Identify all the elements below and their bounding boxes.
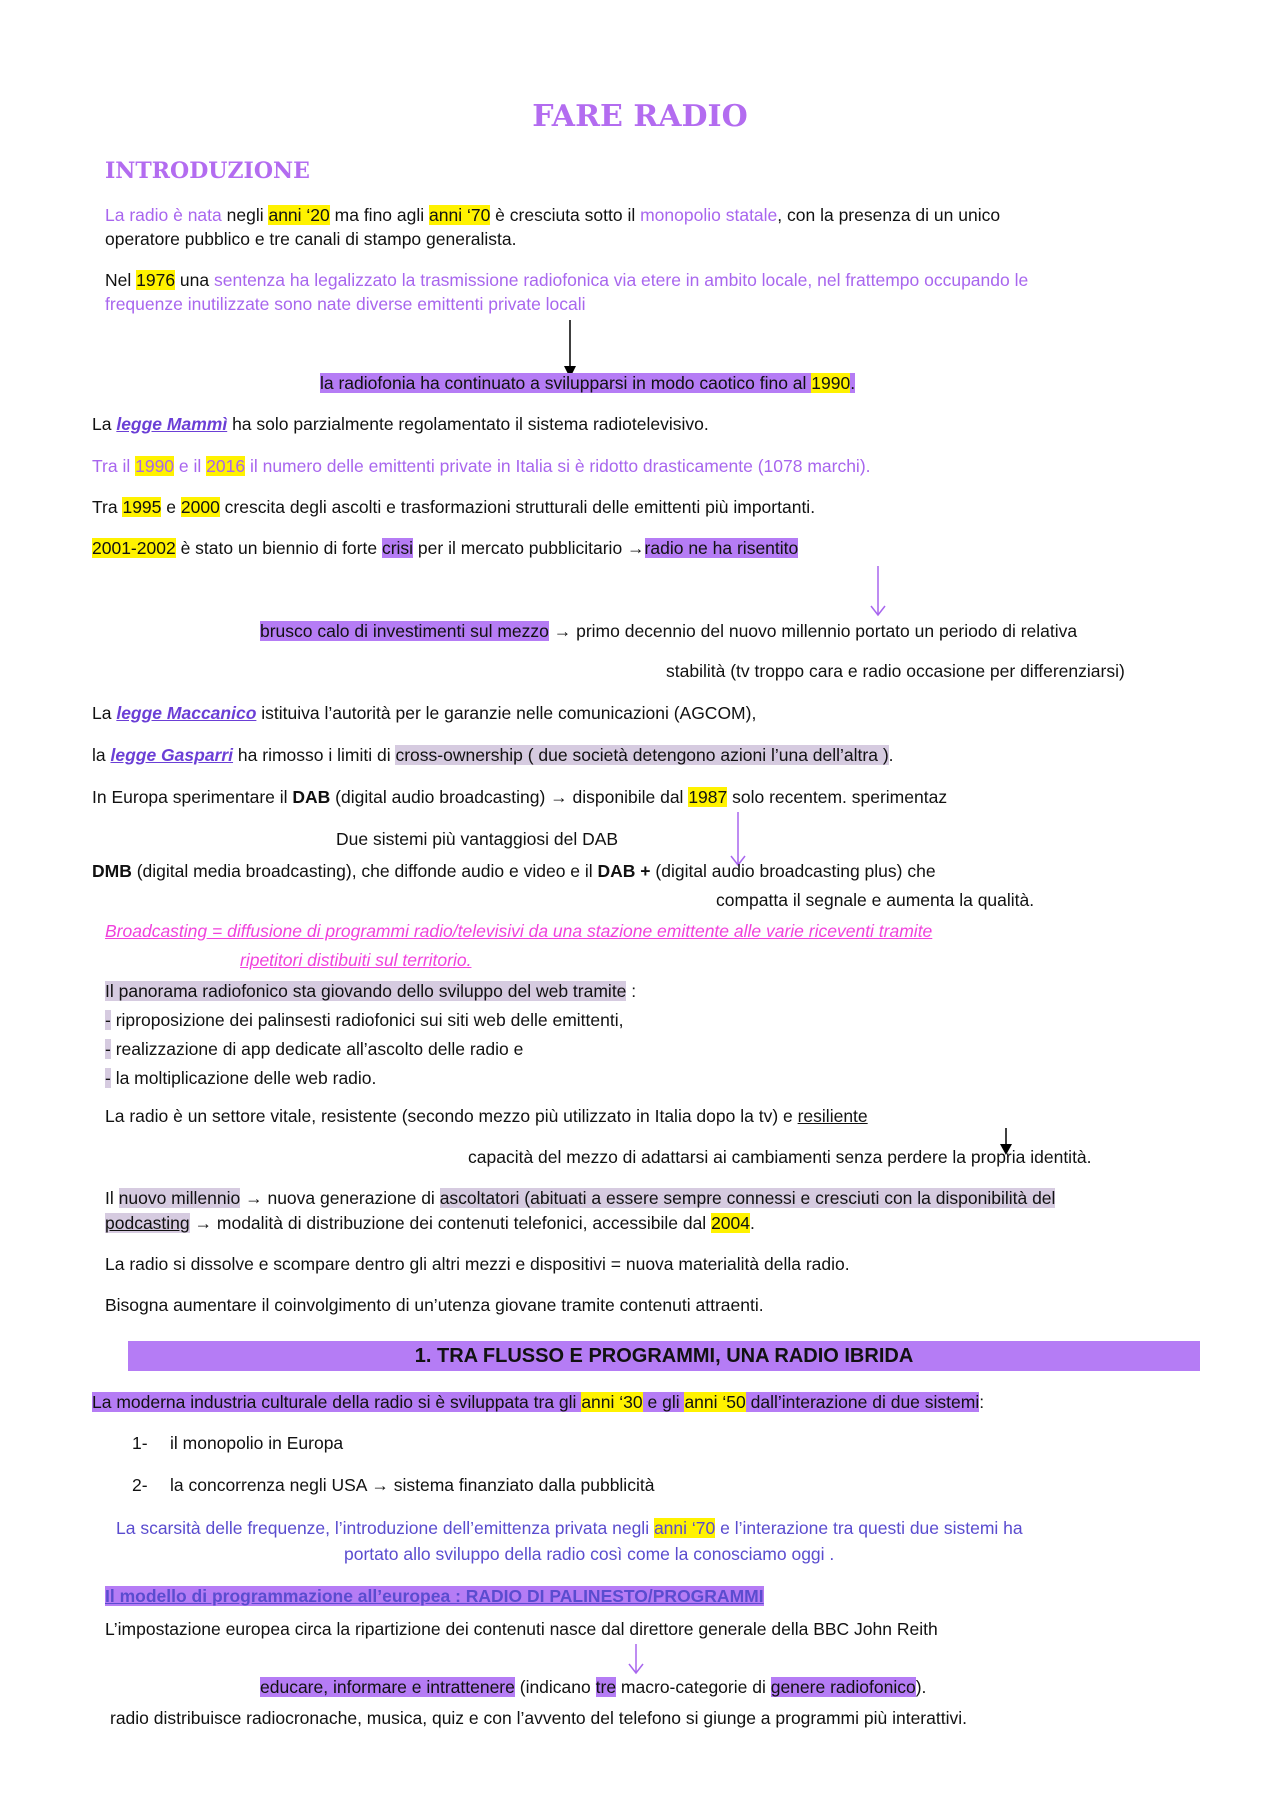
- list-item-text: la moltiplicazione delle web radio.: [115, 1068, 377, 1088]
- page-title: FARE RADIO: [532, 99, 748, 134]
- highlight-year: anni ‘20: [268, 205, 330, 225]
- highlight-purple: Il modello di programmazione all’europea : RADIO DI PALINESTO/PROGRAMMI: [105, 1586, 764, 1606]
- paragraph-legge-gasparri: [92, 744, 894, 766]
- text-span: ha rimosso i limiti di: [233, 745, 396, 765]
- down-arrow-icon: [870, 566, 886, 618]
- text-span: è cresciuta sotto il: [490, 205, 641, 225]
- text-span: la: [92, 745, 111, 765]
- list-item: [105, 1009, 623, 1031]
- text-span: per il mercato pubblicitario →: [413, 538, 645, 558]
- paragraph-industria-culturale: [92, 1391, 984, 1413]
- highlight-year: 2004: [711, 1213, 750, 1233]
- list-item: [132, 1474, 654, 1496]
- text-span: DAB +: [597, 861, 651, 881]
- highlight-year: 1990: [811, 373, 851, 393]
- text-span: Nel: [105, 270, 137, 290]
- text-span: → primo decennio del nuovo millennio portato un periodo di relativa: [548, 621, 1078, 641]
- paragraph-coinvolgimento: Bisogna aumentare il coinvolgimento di un’utenza giovane tramite contenuti attraenti.: [105, 1295, 764, 1315]
- highlight-year: anni ‘50: [684, 1392, 746, 1412]
- bullet-mark: -: [105, 1068, 111, 1088]
- highlight-grey: Il panorama radiofonico sta giovando dello sviluppo del web tramite: [105, 981, 627, 1001]
- text-span: è stato un biennio di forte: [175, 538, 382, 558]
- highlight-purple: dall’interazione di due sistemi: [745, 1392, 980, 1412]
- text-span: ).: [915, 1677, 927, 1697]
- list-number: 2-: [132, 1475, 148, 1495]
- text-span: (indicano: [514, 1677, 596, 1697]
- paragraph-dab: [92, 786, 947, 808]
- highlight-grey: cross-ownership ( due società detengono azioni l’una dell’altra ): [395, 745, 889, 765]
- list-item-text: riproposizione dei palinsesti radiofonici sui siti web delle emittenti,: [115, 1010, 624, 1030]
- paragraph-origins: [105, 204, 1000, 226]
- paragraph-dmb-line2: compatta il segnale e aumenta la qualità.: [716, 890, 1035, 910]
- text-span: una: [175, 270, 214, 290]
- paragraph-resiliente-line2: capacità del mezzo di adattarsi ai cambiamenti senza perdere la propria identità.: [468, 1147, 1092, 1167]
- paragraph-1990-2016: [92, 455, 871, 477]
- paragraph-educare: [260, 1676, 926, 1698]
- list-item-text: la concorrenza negli USA → sistema finanziato dalla pubblicità: [170, 1475, 655, 1495]
- paragraph-crisi: [92, 537, 798, 559]
- paragraph-nuovo-millennio: [105, 1187, 1055, 1209]
- highlight-purple: La moderna industria culturale della radio si è sviluppata tra gli: [92, 1392, 582, 1412]
- list-item-text: realizzazione di app dedicate all’ascolto delle radio e: [115, 1039, 524, 1059]
- intro-heading: INTRODUZIONE: [105, 158, 310, 184]
- paragraph-scarsita-line2: portato allo sviluppo della radio così come la conosciamo oggi .: [344, 1544, 835, 1564]
- text-span: , con la presenza di un unico: [777, 205, 1001, 225]
- highlight-year: 1987: [688, 787, 728, 807]
- highlight-purple: educare, informare e intrattenere: [260, 1677, 515, 1697]
- paragraph-due-sistemi: Due sistemi più vantaggiosi del DAB: [336, 829, 619, 849]
- highlight-year: 1990: [135, 456, 175, 476]
- paragraph-caotico: [320, 372, 855, 394]
- highlight-year: anni ‘70: [429, 205, 491, 225]
- highlight-year: anni ‘70: [653, 1518, 716, 1538]
- text-span: La: [92, 414, 117, 434]
- list-item: [132, 1432, 343, 1454]
- paragraph-panorama-web: [105, 980, 636, 1002]
- highlight-grey: podcasting: [105, 1213, 190, 1233]
- definition-broadcasting-line2: ripetitori distibuiti sul territorio.: [240, 950, 472, 970]
- paragraph-scarsita: [116, 1517, 1023, 1539]
- text-span: In Europa sperimentare il: [92, 787, 293, 807]
- list-item: [105, 1067, 376, 1089]
- paragraph-impostazione-europea: L’impostazione europea circa la ripartizione dei contenuti nasce dal direttore generale della BBC John Reith: [105, 1619, 938, 1639]
- text-span: e: [161, 497, 181, 517]
- text-span: crescita degli ascolti e trasformazioni strutturali delle emittenti più importanti.: [219, 497, 816, 517]
- list-number: 1-: [132, 1433, 148, 1453]
- text-span: .: [888, 745, 894, 765]
- list-item: [105, 1038, 523, 1060]
- highlight-year: 2001-2002: [92, 538, 176, 558]
- subheading-modello-europeo: [105, 1585, 764, 1607]
- highlight-grey: ascoltatori (abituati a essere sempre connessi e cresciuti con la disponibilità del: [439, 1188, 1056, 1208]
- text-span: ma fino agli: [329, 205, 429, 225]
- text-span: DAB: [292, 787, 331, 807]
- text-span: DMB: [92, 861, 132, 881]
- highlight-year: 1995: [122, 497, 162, 517]
- paragraph-1976: [105, 269, 1028, 291]
- text-span: Tra: [92, 497, 123, 517]
- text-span: La radio è nata: [105, 205, 222, 225]
- text-span: → modalità di distribuzione dei contenuti telefonici, accessibile dal: [189, 1213, 712, 1233]
- highlight-purple: tre: [595, 1677, 617, 1697]
- text-span: resiliente: [797, 1106, 868, 1126]
- bullet-mark: -: [105, 1039, 111, 1059]
- paragraph-brusco-calo: [260, 620, 1077, 642]
- highlight-year: anni ‘30: [581, 1392, 643, 1412]
- highlight-purple: brusco calo di investimenti sul mezzo: [260, 621, 549, 641]
- bullet-mark: -: [105, 1010, 111, 1030]
- paragraph-brusco-calo-line2: stabilità (tv troppo cara e radio occasione per differenziarsi): [666, 661, 1125, 681]
- highlight-purple: crisi: [381, 538, 414, 558]
- text-span: Tra il: [92, 456, 136, 476]
- highlight-year: 2016: [206, 456, 246, 476]
- text-span: negli: [221, 205, 269, 225]
- paragraph-nuovo-millennio-line2: [105, 1212, 755, 1234]
- definition-broadcasting: Broadcasting = diffusione di programmi radio/televisivi da una stazione emittente alle varie riceventi tramite: [105, 921, 933, 941]
- text-span: (digital audio broadcasting) → disponibile dal: [330, 787, 689, 807]
- highlight-grey: nuovo millennio: [118, 1188, 241, 1208]
- section-heading: 1. TRA FLUSSO E PROGRAMMI, UNA RADIO IBRIDA: [414, 1345, 914, 1367]
- text-span: (digital audio broadcasting plus) che: [650, 861, 936, 881]
- text-span: istituiva l’autorità per le garanzie nelle comunicazioni (AGCOM),: [256, 703, 757, 723]
- text-span: La: [92, 703, 117, 723]
- paragraph-dissolve: La radio si dissolve e scompare dentro gli altri mezzi e dispositivi = nuova materialità della radio.: [105, 1254, 850, 1274]
- text-span: :: [626, 981, 637, 1001]
- highlight-purple: .: [850, 373, 856, 393]
- law-link: legge Mammì: [116, 414, 228, 434]
- down-arrow-icon: [628, 1644, 644, 1676]
- highlight-purple: radio ne ha risentito: [644, 538, 799, 558]
- text-span: .: [750, 1213, 755, 1233]
- paragraph-resiliente: [105, 1105, 868, 1127]
- text-span: :: [979, 1392, 985, 1412]
- text-span: solo recentem. sperimentaz: [727, 787, 948, 807]
- highlight-purple: la radiofonia ha continuato a svilupparsi in modo caotico fino al: [320, 373, 812, 393]
- text-span: ha solo parzialmente regolamentato il sistema radiotelevisivo.: [227, 414, 709, 434]
- highlight-purple: genere radiofonico: [770, 1677, 916, 1697]
- highlight-purple: e gli: [642, 1392, 685, 1412]
- text-span: sentenza ha legalizzato la trasmissione radiofonica via etere in ambito locale, nel frattempo occupando le: [214, 270, 1029, 290]
- paragraph-radiocronache: radio distribuisce radiocronache, musica, quiz e con l’avvento del telefono si giunge a programmi più interattivi.: [110, 1708, 967, 1728]
- text-span: monopolio statale: [640, 205, 778, 225]
- text-span: (digital media broadcasting), che diffonde audio e video e il: [131, 861, 598, 881]
- paragraph-legge-maccanico: [92, 702, 756, 724]
- text-span: il numero delle emittenti private in Italia si è ridotto drasticamente (1078 marchi).: [245, 456, 871, 476]
- list-item-text: il monopolio in Europa: [170, 1433, 344, 1453]
- text-span: e l’interazione tra questi due sistemi ha: [715, 1518, 1023, 1538]
- highlight-year: 2000: [180, 497, 220, 517]
- paragraph-1995-2000: [92, 496, 815, 518]
- text-span: La scarsità delle frequenze, l’introduzione dell’emittenza privata negli: [116, 1518, 654, 1538]
- text-span: La radio è un settore vitale, resistente (secondo mezzo più utilizzato in Italia dopo la tv) e: [105, 1106, 798, 1126]
- text-span: → nuova generazione di: [240, 1188, 440, 1208]
- down-arrow-icon: [564, 320, 576, 380]
- text-span: e il: [174, 456, 207, 476]
- paragraph-dmb: [92, 860, 936, 882]
- text-span: macro-categorie di: [616, 1677, 771, 1697]
- paragraph-1976-line2: frequenze inutilizzate sono nate diverse emittenti private locali: [105, 294, 586, 314]
- paragraph-origins-line2: operatore pubblico e tre canali di stampo generalista.: [105, 229, 517, 249]
- highlight-year: 1976: [136, 270, 176, 290]
- law-link: legge Gasparri: [110, 745, 234, 765]
- law-link: legge Maccanico: [116, 703, 257, 723]
- text-span: Il: [105, 1188, 119, 1208]
- paragraph-legge-mammi: [92, 413, 709, 435]
